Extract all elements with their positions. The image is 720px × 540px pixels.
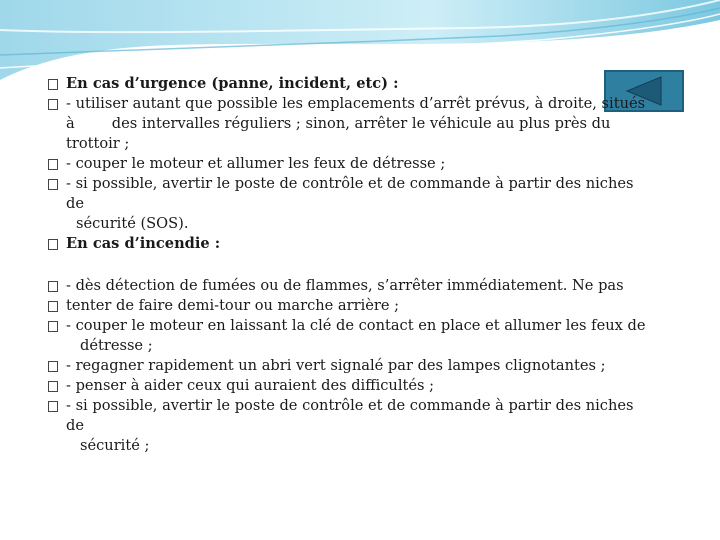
continuation-line: trottoir ; [66, 135, 130, 152]
continuation-line: de [66, 195, 84, 212]
bullet-line: - regagner rapidement un abri vert signalé par des lampes clignotantes ; [48, 356, 698, 376]
bullet-line: - couper le moteur et allumer les feux de détresse ; [48, 154, 698, 174]
continuation-line: à des intervalles réguliers ; sinon, arrêter le véhicule au plus près du [66, 115, 611, 132]
continuation-line: sécurité (SOS). [76, 215, 189, 232]
header-wave-decoration [0, 0, 720, 80]
section-heading-incendie: En cas d’incendie : [48, 234, 698, 254]
bullet-box-icon [48, 401, 58, 412]
bullet-box-icon [48, 159, 58, 170]
bullet-line: - utiliser autant que possible les emplacements d’arrêt prévus, à droite, situés [48, 94, 698, 114]
bullet-box-icon [48, 99, 58, 110]
bullet-box-icon [48, 301, 58, 312]
continuation-line: sécurité ; [80, 437, 150, 454]
bullet-box-icon [48, 361, 58, 372]
bullet-box-icon [48, 321, 58, 332]
bullet-box-icon [48, 381, 58, 392]
bullet-line: - dès détection de fumées ou de flammes, s’arrêter immédiatement. Ne pas [48, 276, 698, 296]
bullet-line: - si possible, avertir le poste de contrôle et de commande à partir des niches [48, 174, 698, 194]
bullet-line: - couper le moteur en laissant la clé de contact en place et allumer les feux de [48, 316, 698, 336]
bullet-box-icon [48, 179, 58, 190]
slide-body [48, 74, 698, 456]
continuation-line: détresse ; [80, 337, 153, 354]
bullet-line: - penser à aider ceux qui auraient des difficultés ; [48, 376, 698, 396]
bullet-box-icon [48, 239, 58, 250]
bullet-box-icon [48, 79, 58, 90]
bullet-line: tenter de faire demi-tour ou marche arrière ; [48, 296, 698, 316]
continuation-line: de [66, 417, 84, 434]
spacer [48, 254, 698, 276]
section-heading-urgence: En cas d’urgence (panne, incident, etc) : [48, 74, 698, 94]
bullet-line: - si possible, avertir le poste de contrôle et de commande à partir des niches [48, 396, 698, 416]
bullet-box-icon [48, 281, 58, 292]
